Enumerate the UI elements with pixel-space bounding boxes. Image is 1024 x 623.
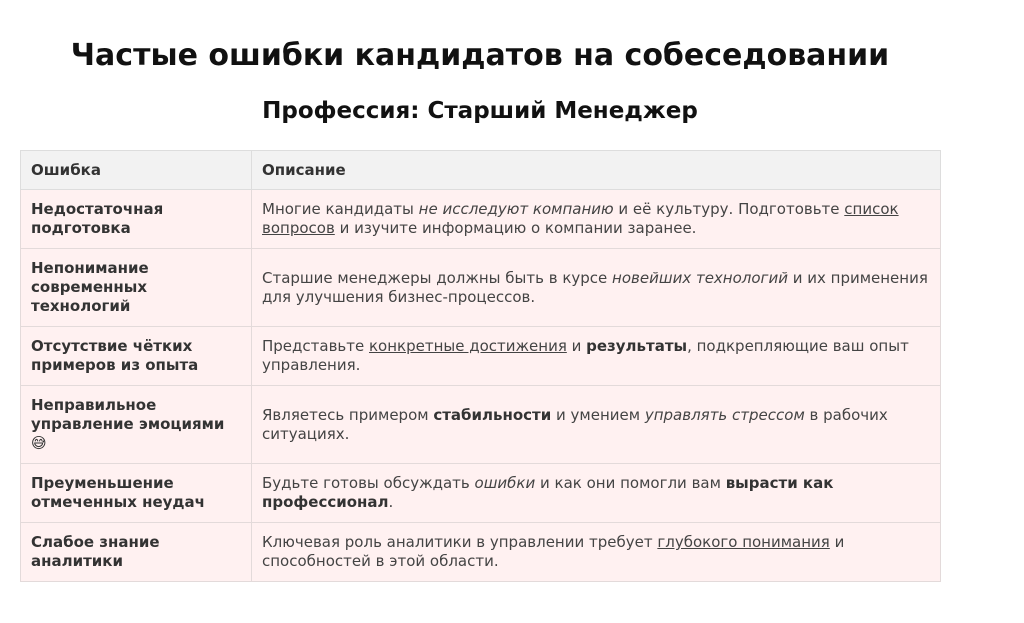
underlined-text: глубокого понимания <box>657 533 830 551</box>
emphasis-text: не исследуют компанию <box>418 200 614 218</box>
description-text: и способностей в этой области. <box>262 533 845 570</box>
emphasis-text: новейших технологий <box>612 268 788 287</box>
table-row <box>21 523 941 582</box>
error-cell: Непонимание современных технологий <box>21 249 252 327</box>
description-text: Старшие менеджеры должны быть в курсе <box>262 268 613 287</box>
description-text: и изучите информацию о компании заранее. <box>334 219 697 237</box>
underlined-text: конкретные достижения <box>369 337 567 355</box>
bold-text: стабильности <box>433 405 552 424</box>
description-text: , подкрепляющие ваш опыт управления. <box>262 337 909 374</box>
description-text: и их применения для улучшения бизнес-процессов. <box>262 268 928 306</box>
bold-text: результаты <box>586 337 688 355</box>
description-cell <box>252 523 941 582</box>
page-title: Частые ошибки кандидатов на собеседовании <box>70 38 890 73</box>
error-cell: Преуменьшение отмеченных неудач <box>21 464 252 523</box>
emphasis-text: ошибки <box>474 474 536 492</box>
description-text: Будьте готовы обсуждать <box>262 474 475 492</box>
description-text: и как они помогли вам <box>535 474 726 492</box>
error-cell: Неправильное управление эмоциями 😅 <box>21 386 252 464</box>
bold-text: вырасти как профессионал <box>262 474 834 511</box>
page-subtitle: Профессия: Старший Менеджер <box>262 98 698 124</box>
mistakes-table <box>20 150 941 582</box>
description-cell <box>252 464 941 523</box>
table-row <box>21 327 941 386</box>
description-text: Многие кандидаты <box>262 200 419 218</box>
description-text: . <box>388 493 394 511</box>
description-text: Представьте <box>262 337 369 355</box>
description-cell <box>252 386 941 464</box>
underlined-text: список вопросов <box>262 200 899 237</box>
description-text: в рабочих ситуациях. <box>262 405 888 443</box>
description-text: и <box>566 337 587 355</box>
error-cell: Недостаточная подготовка <box>21 190 252 249</box>
description-text: и её культуру. Подготовьте <box>613 200 845 218</box>
header-error: Ошибка <box>21 151 252 190</box>
table-row <box>21 249 941 327</box>
header-description: Описание <box>252 151 941 190</box>
table-row <box>21 386 941 464</box>
table-row <box>21 190 941 249</box>
error-cell: Отсутствие чётких примеров из опыта <box>21 327 252 386</box>
description-cell <box>252 249 941 327</box>
description-cell <box>252 327 941 386</box>
description-cell <box>252 190 941 249</box>
emphasis-text: управлять стрессом <box>644 405 805 424</box>
table-header-row <box>21 151 941 190</box>
description-text: Ключевая роль аналитики в управлении требует <box>262 533 658 551</box>
description-text: и умением <box>551 405 645 424</box>
error-cell: Слабое знание аналитики <box>21 523 252 582</box>
table-row <box>21 464 941 523</box>
description-text: Являетесь примером <box>262 405 434 424</box>
